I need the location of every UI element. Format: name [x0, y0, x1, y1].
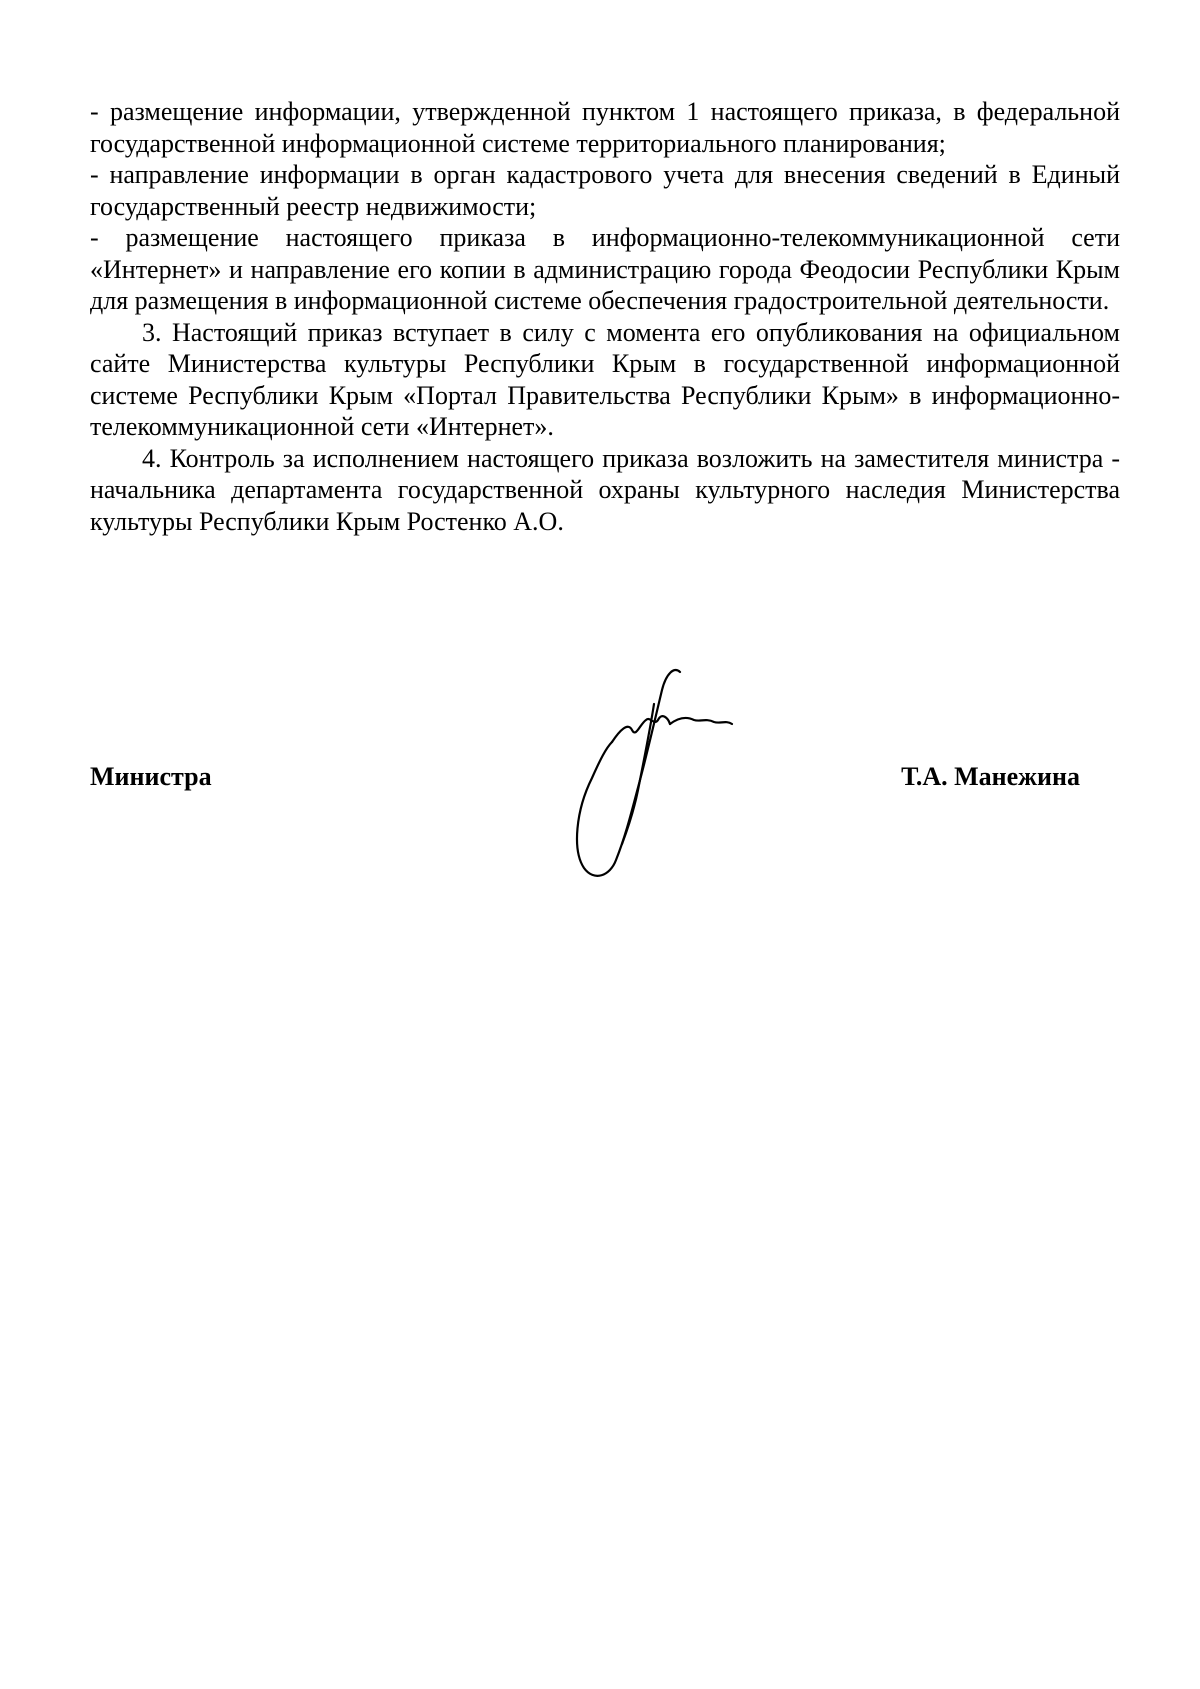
paragraph-item-3: 3. Настоящий приказ вступает в силу с момента его опубликования на официальном сайте Министерства культуры Республики Крым в государственной информационной системе Республики Крым «Портал Правительства Республики Крым» в информационно-телекоммуникационной сети «Интернет». [90, 317, 1120, 441]
document-body [90, 96, 1120, 537]
paragraph-bullet-internet-placement: - размещение настоящего приказа в информационно-телекоммуникационной сети «Интернет» и направление его копии в администрацию города Феодосии Республики Крым для размещения в информационной системе обеспечения градостроительной деятельности. [90, 223, 1120, 315]
paragraph-item-4: 4. Контроль за исполнением настоящего приказа возложить на заместителя министра - начальника департамента государственной охраны культурного наследия Министерства культуры Республики Крым Ростенко А.О. [90, 443, 1120, 536]
handwritten-signature-icon [570, 660, 770, 890]
paragraph-bullet-cadastral: - направление информации в орган кадастрового учета для внесения сведений в Единый государственный реестр недвижимости; [90, 160, 1120, 221]
signatory-title: Министра [90, 762, 212, 791]
signatory-name: Т.А. Манежина [901, 762, 1080, 791]
paragraph-bullet-gis-placement: - размещение информации, утвержденной пунктом 1 настоящего приказа, в федеральной государственной информационной системе территориального планирования; [90, 97, 1120, 158]
